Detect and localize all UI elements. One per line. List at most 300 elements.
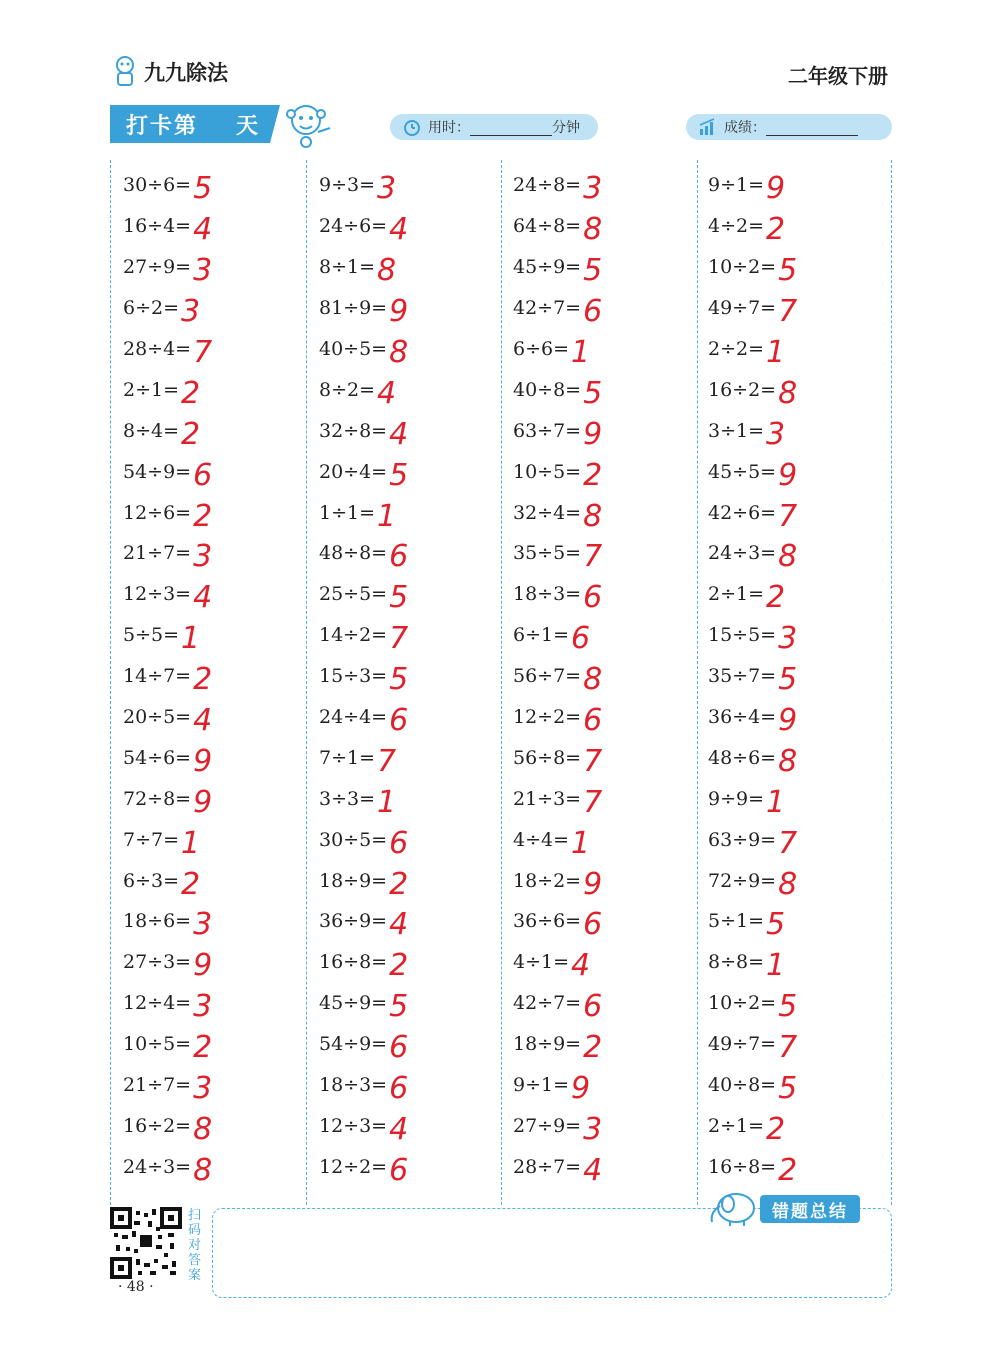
problem-row bbox=[123, 737, 303, 778]
division-problem: 40÷8= bbox=[513, 378, 582, 401]
handwritten-answer[interactable]: 6 bbox=[583, 703, 603, 739]
problem-row bbox=[708, 656, 888, 697]
division-problem: 18÷9= bbox=[319, 869, 388, 892]
handwritten-answer[interactable]: 1 bbox=[377, 498, 397, 534]
problem-row bbox=[319, 1105, 499, 1146]
problem-row bbox=[123, 983, 303, 1024]
monkey-mascot-icon bbox=[282, 100, 334, 148]
handwritten-answer[interactable]: 8 bbox=[583, 498, 603, 534]
division-problem: 16÷2= bbox=[708, 378, 777, 401]
handwritten-answer[interactable]: 7 bbox=[778, 1030, 798, 1066]
handwritten-answer[interactable]: 9 bbox=[583, 866, 603, 902]
mascot-logo-icon bbox=[112, 55, 138, 89]
handwritten-answer[interactable]: 6 bbox=[389, 703, 409, 739]
division-problem: 24÷3= bbox=[123, 1155, 192, 1178]
handwritten-answer[interactable]: 2 bbox=[181, 375, 201, 411]
problem-row bbox=[513, 492, 693, 533]
problem-row bbox=[708, 574, 888, 615]
division-problem: 48÷6= bbox=[708, 746, 777, 769]
division-problem: 21÷7= bbox=[123, 1074, 192, 1097]
handwritten-answer[interactable]: 9 bbox=[193, 743, 213, 779]
problem-row bbox=[513, 206, 693, 247]
division-problem: 9÷9= bbox=[708, 787, 765, 810]
division-problem: 12÷3= bbox=[319, 1114, 388, 1137]
handwritten-answer[interactable]: 9 bbox=[778, 703, 798, 739]
handwritten-answer[interactable]: 6 bbox=[389, 539, 409, 575]
division-problem: 45÷9= bbox=[319, 992, 388, 1015]
handwritten-answer[interactable]: 1 bbox=[766, 784, 786, 820]
handwritten-answer[interactable]: 9 bbox=[389, 294, 409, 330]
time-field[interactable] bbox=[390, 114, 598, 140]
problem-row bbox=[513, 1024, 693, 1065]
handwritten-answer[interactable]: 3 bbox=[193, 539, 213, 575]
problem-column-3 bbox=[513, 165, 693, 1187]
division-problem: 21÷3= bbox=[513, 787, 582, 810]
division-problem: 16÷8= bbox=[708, 1155, 777, 1178]
handwritten-answer[interactable]: 4 bbox=[193, 580, 213, 616]
handwritten-answer[interactable]: 6 bbox=[389, 1071, 409, 1107]
problem-row bbox=[319, 697, 499, 738]
score-field[interactable] bbox=[686, 114, 892, 140]
division-problem: 28÷7= bbox=[513, 1155, 582, 1178]
handwritten-answer[interactable]: 7 bbox=[193, 335, 213, 370]
division-problem: 15÷3= bbox=[319, 665, 388, 688]
handwritten-answer[interactable]: 5 bbox=[766, 907, 786, 943]
handwritten-answer[interactable]: 2 bbox=[766, 580, 786, 616]
handwritten-answer[interactable]: 8 bbox=[778, 375, 798, 411]
handwritten-answer[interactable]: 2 bbox=[193, 498, 213, 534]
problem-row bbox=[123, 574, 303, 615]
division-problem: 2÷1= bbox=[708, 1114, 765, 1137]
handwritten-answer[interactable]: 9 bbox=[571, 1071, 591, 1107]
mistake-summary-label: 错题总结 bbox=[760, 1195, 860, 1223]
problem-row bbox=[123, 860, 303, 901]
division-problem: 16÷8= bbox=[319, 951, 388, 974]
problem-row bbox=[123, 1105, 303, 1146]
division-problem: 4÷4= bbox=[513, 828, 570, 851]
handwritten-answer[interactable]: 7 bbox=[583, 539, 603, 575]
bar-chart-icon bbox=[698, 117, 718, 137]
handwritten-answer[interactable]: 8 bbox=[583, 662, 603, 698]
problem-column-1 bbox=[123, 165, 303, 1187]
problem-row bbox=[708, 410, 888, 451]
division-problem: 7÷7= bbox=[123, 828, 180, 851]
handwritten-answer[interactable]: 6 bbox=[583, 989, 603, 1025]
handwritten-answer[interactable]: 7 bbox=[389, 621, 409, 657]
division-problem: 72÷9= bbox=[708, 869, 777, 892]
problem-row bbox=[513, 778, 693, 819]
handwritten-answer[interactable]: 9 bbox=[193, 948, 213, 984]
handwritten-answer[interactable]: 4 bbox=[389, 907, 409, 943]
division-problem: 5÷5= bbox=[123, 624, 180, 647]
problem-row bbox=[708, 369, 888, 410]
handwritten-answer[interactable]: 5 bbox=[778, 1071, 798, 1107]
handwritten-answer[interactable]: 5 bbox=[778, 662, 798, 698]
handwritten-answer[interactable]: 6 bbox=[389, 825, 409, 861]
problem-row bbox=[708, 451, 888, 492]
division-problem: 30÷6= bbox=[123, 174, 192, 197]
division-problem: 72÷8= bbox=[123, 787, 192, 810]
division-problem: 16÷2= bbox=[123, 1114, 192, 1137]
handwritten-answer[interactable]: 8 bbox=[778, 743, 798, 779]
division-problem: 35÷5= bbox=[513, 542, 582, 565]
division-problem: 54÷9= bbox=[123, 460, 192, 483]
division-problem: 14÷2= bbox=[319, 624, 388, 647]
time-blank[interactable] bbox=[470, 119, 552, 136]
problem-row bbox=[123, 697, 303, 738]
handwritten-answer[interactable]: 5 bbox=[389, 989, 409, 1025]
division-problem: 6÷6= bbox=[513, 338, 570, 360]
handwritten-answer[interactable]: 3 bbox=[193, 253, 213, 289]
handwritten-answer[interactable]: 5 bbox=[389, 580, 409, 616]
problem-row bbox=[123, 615, 303, 656]
division-problem: 49÷7= bbox=[708, 297, 777, 320]
page-number: · 48 · bbox=[118, 1279, 154, 1295]
handwritten-answer[interactable]: 6 bbox=[583, 580, 603, 616]
division-problem: 24÷8= bbox=[513, 174, 582, 197]
division-problem: 56÷8= bbox=[513, 746, 582, 769]
problem-row bbox=[319, 288, 499, 329]
problem-row bbox=[319, 1065, 499, 1106]
handwritten-answer[interactable]: 8 bbox=[583, 212, 603, 248]
problem-row bbox=[123, 1065, 303, 1106]
division-problem: 32÷8= bbox=[319, 419, 388, 442]
division-problem: 64÷8= bbox=[513, 215, 582, 238]
handwritten-answer[interactable]: 4 bbox=[583, 1152, 603, 1188]
division-problem: 1÷1= bbox=[319, 501, 376, 524]
handwritten-answer[interactable]: 2 bbox=[193, 1030, 213, 1066]
problem-row bbox=[708, 533, 888, 574]
division-problem: 45÷5= bbox=[708, 460, 777, 483]
problem-row bbox=[123, 819, 303, 860]
division-problem: 36÷6= bbox=[513, 910, 582, 933]
handwritten-answer[interactable]: 2 bbox=[778, 1152, 798, 1188]
handwritten-answer[interactable]: 8 bbox=[193, 1111, 213, 1147]
division-problem: 2÷2= bbox=[708, 338, 765, 360]
division-problem: 14÷7= bbox=[123, 665, 192, 688]
handwritten-answer[interactable]: 1 bbox=[377, 784, 397, 820]
division-problem: 25÷5= bbox=[319, 583, 388, 606]
handwritten-answer[interactable]: 4 bbox=[377, 375, 397, 411]
division-problem: 21÷7= bbox=[123, 542, 192, 565]
division-problem: 18÷2= bbox=[513, 869, 582, 892]
handwritten-answer[interactable]: 7 bbox=[583, 743, 603, 779]
division-problem: 36÷9= bbox=[319, 910, 388, 933]
handwritten-answer[interactable]: 8 bbox=[377, 253, 397, 289]
division-problem: 10÷2= bbox=[708, 992, 777, 1015]
problem-row bbox=[123, 492, 303, 533]
problem-row bbox=[708, 983, 888, 1024]
division-problem: 20÷4= bbox=[319, 460, 388, 483]
division-problem: 20÷5= bbox=[123, 706, 192, 729]
handwritten-answer[interactable]: 9 bbox=[193, 784, 213, 820]
problem-row bbox=[123, 901, 303, 942]
division-problem: 32÷4= bbox=[513, 501, 582, 524]
division-problem: 49÷7= bbox=[708, 1033, 777, 1056]
handwritten-answer[interactable]: 6 bbox=[389, 1030, 409, 1066]
division-problem: 15÷5= bbox=[708, 624, 777, 647]
problem-row bbox=[708, 247, 888, 288]
handwritten-answer[interactable]: 6 bbox=[193, 457, 213, 493]
handwritten-answer[interactable]: 8 bbox=[778, 539, 798, 575]
day-label-suffix: 天 bbox=[236, 113, 261, 139]
handwritten-answer[interactable]: 2 bbox=[181, 866, 201, 902]
division-problem: 3÷3= bbox=[319, 787, 376, 810]
handwritten-answer[interactable]: 2 bbox=[389, 948, 409, 984]
problem-row bbox=[708, 778, 888, 819]
problem-row bbox=[708, 1065, 888, 1106]
handwritten-answer[interactable]: 3 bbox=[377, 171, 397, 207]
problem-row bbox=[513, 860, 693, 901]
problem-row bbox=[708, 942, 888, 983]
handwritten-answer[interactable]: 4 bbox=[571, 948, 591, 984]
handwritten-answer[interactable]: 4 bbox=[389, 1111, 409, 1147]
division-problem: 9÷3= bbox=[319, 174, 376, 197]
division-problem: 6÷3= bbox=[123, 869, 180, 892]
column-divider bbox=[697, 160, 698, 1205]
handwritten-answer[interactable]: 7 bbox=[778, 498, 798, 534]
handwritten-answer[interactable]: 1 bbox=[571, 825, 591, 861]
division-problem: 24÷4= bbox=[319, 706, 388, 729]
problem-column-2 bbox=[319, 165, 499, 1187]
score-blank[interactable] bbox=[766, 119, 858, 136]
division-problem: 42÷6= bbox=[708, 501, 777, 524]
handwritten-answer[interactable]: 5 bbox=[193, 171, 213, 207]
handwritten-answer[interactable]: 2 bbox=[766, 212, 786, 248]
division-problem: 45÷9= bbox=[513, 256, 582, 279]
handwritten-answer[interactable]: 5 bbox=[389, 662, 409, 698]
handwritten-answer[interactable]: 7 bbox=[377, 743, 397, 779]
handwritten-answer[interactable]: 3 bbox=[778, 621, 798, 657]
division-problem: 2÷1= bbox=[123, 378, 180, 401]
handwritten-answer[interactable]: 6 bbox=[583, 294, 603, 330]
problem-row bbox=[708, 206, 888, 247]
handwritten-answer[interactable]: 2 bbox=[181, 416, 201, 452]
problem-row bbox=[513, 288, 693, 329]
division-problem: 24÷3= bbox=[708, 542, 777, 565]
time-unit: 分钟 bbox=[552, 120, 580, 136]
division-problem: 27÷9= bbox=[123, 256, 192, 279]
problem-row bbox=[319, 1024, 499, 1065]
handwritten-answer[interactable]: 3 bbox=[583, 171, 603, 207]
problem-row bbox=[319, 492, 499, 533]
problem-row bbox=[319, 737, 499, 778]
problem-row bbox=[513, 615, 693, 656]
problem-row bbox=[319, 1146, 499, 1187]
handwritten-answer[interactable]: 4 bbox=[193, 703, 213, 739]
handwritten-answer[interactable]: 1 bbox=[766, 335, 786, 370]
division-problem: 8÷1= bbox=[319, 256, 376, 279]
division-problem: 9÷1= bbox=[708, 174, 765, 197]
handwritten-answer[interactable]: 9 bbox=[583, 416, 603, 452]
division-problem: 28÷4= bbox=[123, 338, 192, 360]
problem-row bbox=[123, 288, 303, 329]
division-problem: 48÷8= bbox=[319, 542, 388, 565]
handwritten-answer[interactable]: 1 bbox=[571, 335, 591, 370]
problem-row bbox=[319, 206, 499, 247]
problem-row bbox=[513, 410, 693, 451]
division-problem: 8÷8= bbox=[708, 951, 765, 974]
problem-row bbox=[708, 165, 888, 206]
problem-row bbox=[708, 615, 888, 656]
problem-row bbox=[708, 329, 888, 370]
problem-row bbox=[513, 574, 693, 615]
day-checkin-bar bbox=[110, 105, 288, 143]
handwritten-answer[interactable]: 5 bbox=[583, 375, 603, 411]
handwritten-answer[interactable]: 2 bbox=[389, 866, 409, 902]
problem-row bbox=[123, 1146, 303, 1187]
division-problem: 5÷1= bbox=[708, 910, 765, 933]
division-problem: 30÷5= bbox=[319, 828, 388, 851]
handwritten-answer[interactable]: 3 bbox=[766, 416, 786, 452]
division-problem: 18÷3= bbox=[319, 1074, 388, 1097]
problem-row bbox=[708, 819, 888, 860]
handwritten-answer[interactable]: 5 bbox=[778, 253, 798, 289]
problem-row bbox=[319, 778, 499, 819]
score-label: 成绩： bbox=[724, 120, 766, 136]
division-problem: 7÷1= bbox=[319, 746, 376, 769]
handwritten-answer[interactable]: 7 bbox=[778, 294, 798, 330]
division-problem: 40÷8= bbox=[708, 1074, 777, 1097]
handwritten-answer[interactable]: 3 bbox=[193, 989, 213, 1025]
handwritten-answer[interactable]: 3 bbox=[193, 1071, 213, 1107]
handwritten-answer[interactable]: 7 bbox=[583, 784, 603, 820]
handwritten-answer[interactable]: 4 bbox=[193, 212, 213, 248]
problem-row bbox=[123, 369, 303, 410]
problem-row bbox=[708, 492, 888, 533]
division-problem: 81÷9= bbox=[319, 297, 388, 320]
division-problem: 10÷5= bbox=[123, 1033, 192, 1056]
division-problem: 18÷3= bbox=[513, 583, 582, 606]
handwritten-answer[interactable]: 5 bbox=[583, 253, 603, 289]
problem-row bbox=[123, 206, 303, 247]
elephant-icon bbox=[706, 1188, 760, 1228]
problem-row bbox=[123, 165, 303, 206]
division-problem: 63÷9= bbox=[708, 828, 777, 851]
problem-row bbox=[319, 533, 499, 574]
division-problem: 35÷7= bbox=[708, 665, 777, 688]
division-problem: 12÷2= bbox=[319, 1155, 388, 1178]
problem-row bbox=[708, 1024, 888, 1065]
handwritten-answer[interactable]: 9 bbox=[778, 457, 798, 493]
handwritten-answer[interactable]: 9 bbox=[766, 171, 786, 207]
handwritten-answer[interactable]: 3 bbox=[583, 1111, 603, 1147]
handwritten-answer[interactable]: 2 bbox=[583, 457, 603, 493]
division-problem: 54÷6= bbox=[123, 746, 192, 769]
problem-row bbox=[319, 860, 499, 901]
problem-row bbox=[123, 329, 303, 370]
problem-row bbox=[319, 451, 499, 492]
problem-row bbox=[513, 1105, 693, 1146]
handwritten-answer[interactable]: 5 bbox=[389, 457, 409, 493]
problem-row bbox=[319, 656, 499, 697]
column-divider bbox=[110, 160, 111, 1205]
problem-row bbox=[708, 288, 888, 329]
division-problem: 4÷1= bbox=[513, 951, 570, 974]
problem-row bbox=[123, 942, 303, 983]
handwritten-answer[interactable]: 8 bbox=[389, 335, 409, 370]
problem-row bbox=[319, 247, 499, 288]
problem-row bbox=[123, 1024, 303, 1065]
column-divider bbox=[306, 160, 307, 1205]
problem-row bbox=[513, 983, 693, 1024]
division-problem: 16÷4= bbox=[123, 215, 192, 238]
problem-row bbox=[319, 615, 499, 656]
problem-row bbox=[513, 901, 693, 942]
problem-row bbox=[123, 656, 303, 697]
problem-row bbox=[513, 819, 693, 860]
problem-row bbox=[319, 329, 499, 370]
problem-row bbox=[708, 901, 888, 942]
problem-row bbox=[123, 410, 303, 451]
scan-for-answers-label: 扫码对答案 bbox=[188, 1208, 202, 1283]
division-problem: 6÷2= bbox=[123, 297, 180, 320]
book-title bbox=[112, 50, 228, 94]
problem-row bbox=[319, 983, 499, 1024]
problem-row bbox=[708, 697, 888, 738]
division-problem: 24÷6= bbox=[319, 215, 388, 238]
handwritten-answer[interactable]: 2 bbox=[193, 662, 213, 698]
problem-row bbox=[319, 942, 499, 983]
handwritten-answer[interactable]: 5 bbox=[778, 989, 798, 1025]
problem-row bbox=[513, 533, 693, 574]
division-problem: 63÷7= bbox=[513, 419, 582, 442]
problem-row bbox=[708, 1146, 888, 1187]
handwritten-answer[interactable]: 6 bbox=[389, 1152, 409, 1188]
handwritten-answer[interactable]: 8 bbox=[193, 1152, 213, 1188]
handwritten-answer[interactable]: 1 bbox=[766, 948, 786, 984]
division-problem: 8÷4= bbox=[123, 419, 180, 442]
handwritten-answer[interactable]: 6 bbox=[571, 621, 591, 657]
handwritten-answer[interactable]: 4 bbox=[389, 212, 409, 248]
division-problem: 4÷2= bbox=[708, 215, 765, 238]
problem-column-4 bbox=[708, 165, 888, 1187]
problem-row bbox=[513, 1065, 693, 1106]
division-problem: 18÷6= bbox=[123, 910, 192, 933]
division-problem: 18÷9= bbox=[513, 1033, 582, 1056]
division-problem: 12÷4= bbox=[123, 992, 192, 1015]
handwritten-answer[interactable]: 2 bbox=[583, 1030, 603, 1066]
problem-row bbox=[319, 819, 499, 860]
problem-row bbox=[708, 860, 888, 901]
problem-row bbox=[123, 247, 303, 288]
problem-row bbox=[513, 247, 693, 288]
handwritten-answer[interactable]: 3 bbox=[193, 907, 213, 943]
handwritten-answer[interactable]: 2 bbox=[766, 1111, 786, 1147]
handwritten-answer[interactable]: 4 bbox=[389, 416, 409, 452]
problem-row bbox=[123, 451, 303, 492]
day-label-prefix: 打卡第 bbox=[126, 113, 199, 139]
problem-row bbox=[319, 574, 499, 615]
problem-row bbox=[513, 697, 693, 738]
handwritten-answer[interactable]: 3 bbox=[181, 294, 201, 330]
division-problem: 12÷2= bbox=[513, 706, 582, 729]
handwritten-answer[interactable]: 8 bbox=[778, 866, 798, 902]
handwritten-answer[interactable]: 1 bbox=[181, 621, 201, 657]
column-divider bbox=[891, 160, 892, 1205]
grade-label: 二年级下册 bbox=[788, 64, 888, 88]
division-problem: 12÷3= bbox=[123, 583, 192, 606]
problem-row bbox=[708, 737, 888, 778]
problem-row bbox=[319, 165, 499, 206]
division-problem: 27÷3= bbox=[123, 951, 192, 974]
handwritten-answer[interactable]: 7 bbox=[778, 825, 798, 861]
qr-code-icon[interactable] bbox=[110, 1207, 182, 1279]
division-problem: 8÷2= bbox=[319, 378, 376, 401]
problem-row bbox=[708, 1105, 888, 1146]
handwritten-answer[interactable]: 6 bbox=[583, 907, 603, 943]
handwritten-answer[interactable]: 1 bbox=[181, 825, 201, 861]
